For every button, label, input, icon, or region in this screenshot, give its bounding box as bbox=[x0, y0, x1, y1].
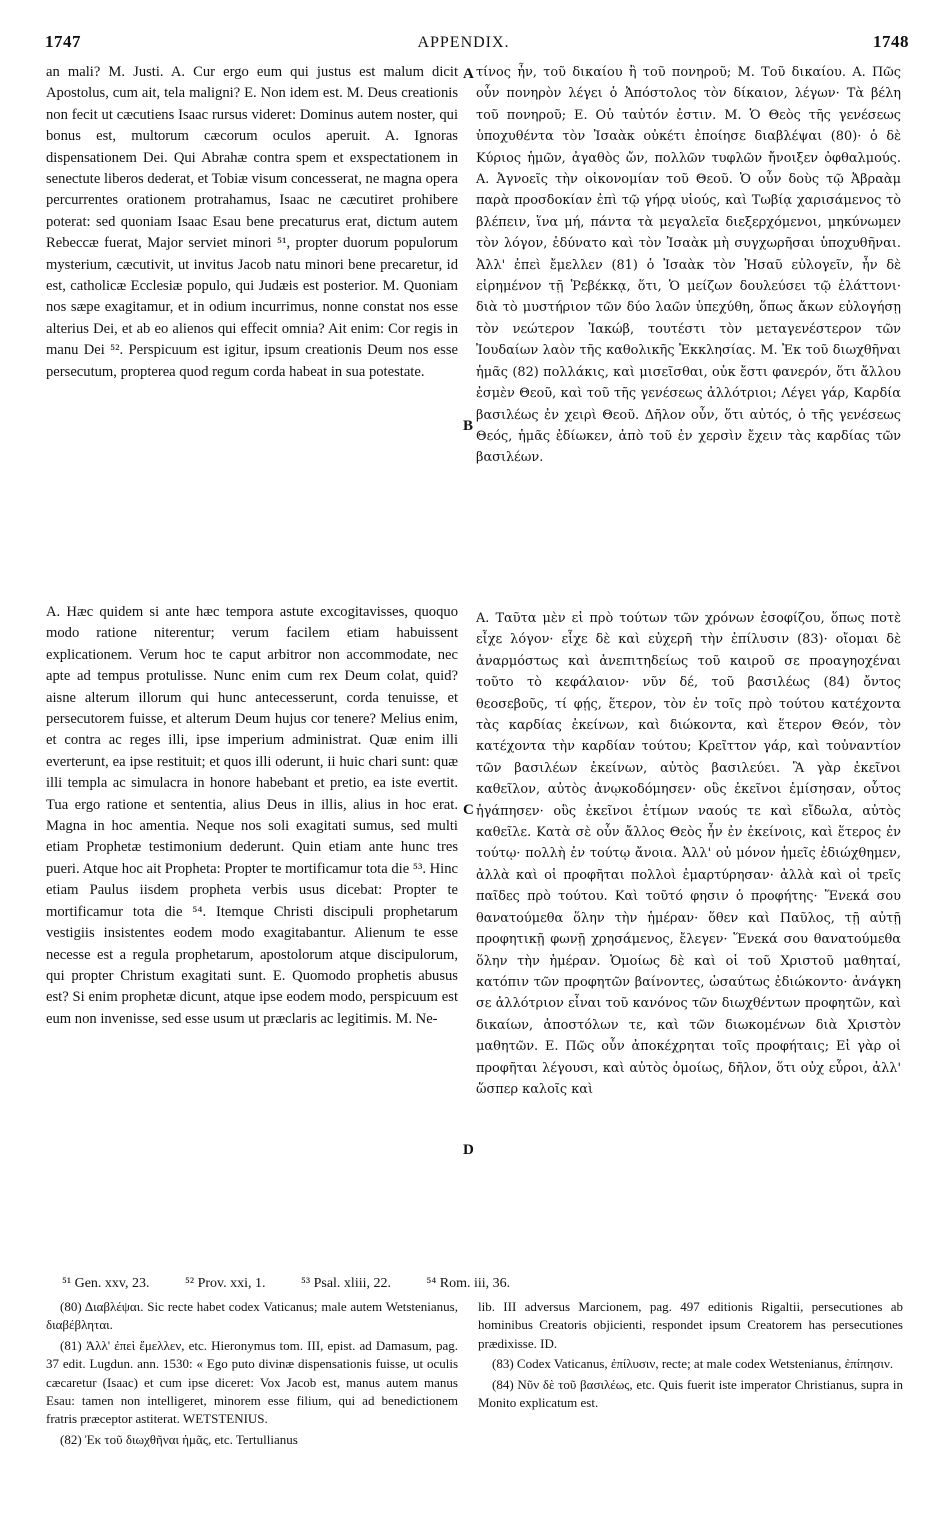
footnotes-left bbox=[46, 1298, 458, 1451]
right-page-number: 1748 bbox=[873, 32, 909, 51]
latin-column-upper bbox=[46, 62, 458, 383]
left-page-number: 1747 bbox=[45, 32, 81, 51]
scripture-ref: ⁵⁴ Rom. iii, 36. bbox=[426, 1276, 511, 1291]
scripture-references bbox=[62, 1276, 902, 1292]
greek-paragraph-1: τίνος ἦν, τοῦ δικαίου ἢ τοῦ πονηροῦ; Μ. Τοῦ δικαίου. Α. Πῶς οὖν πονηρὸν λέγει ὁ Ἀπόστολος τὸν δίκαιον, λέγων· Τὰ βέλη τοῦ πονηροῦ; Ε. Οὐ ταὐτόν ἐστιν. Μ. Ὁ Θεὸς τῆς γενέσεως ὑποχυθέντα τὸν Ἰσαὰκ οὐκέτι ἐποίησε διαβλέψαι (80)· ὁ δὲ Κύριος ἡμῶν, ἀγαθὸς ὤν, πολλῶν τυφλῶν ἤνοιξεν ὀφθαλμούς. Α. Ἀγνοεῖς τὴν οἰκονομίαν τοῦ Θεοῦ. Ὁ οὖν δοὺς τῷ Ἀβραὰμ παρὰ προσδοκίαν ἐπὶ τῷ γήρᾳ υἱούς, καὶ Τωβίᾳ χαρισάμενος τὸ βλέπειν, ἵνα μή, πάντα τὰ μεγαλεῖα διεξερχόμενοι, μηκύνωμεν τὸν λόγον, ἐδύνατο καὶ τὸν Ἰσαὰκ μὴ συγχωρῆσαι ὑποχυθῆναι. Ἀλλ' ἐπεὶ ἔμελλεν (81) ὁ Ἰσαὰκ τὸν Ἠσαῦ εὐλογεῖν, ἦν δὲ εἰρημένον τῇ Ῥεβέκκᾳ, ὅτι, Ὁ μείζων δουλεύσει τῷ ἐλάττονι· διὰ τὸ μυστήριον τῶν δύο λαῶν ὑπεχύθη, ὅπως ἄκων εὐλογήσῃ τὸν νεώτερον Ἰακώβ, τουτέστι τὸν μεταγενέστερον τῶν Ἰουδαίων λαὸν τῆς καθολικῆς Ἐκκλησίας. Μ. Ἐκ τοῦ διωχθῆναι ἡμᾶς (82) πολλάκις, καὶ μισεῖσθαι, οὐκ ἔστι φανερόν, ὅτι ἄλλου ἐσμὲν Θεοῦ, καὶ τοῦ τῆς γενέσεως ἀλλότριοι; Λέγει γάρ, Καρδία βασιλέως ἐν χειρὶ Θεοῦ. Δῆλον οὖν, ὅτι αὐτός, ὁ τῆς γενέσεως Θεός, ἡμᾶς ἐδίωκεν, ἀπὸ τοῦ ἐν χερσὶν ἔχειν τὰς καρδίας τῶν βασιλέων. bbox=[476, 65, 901, 466]
footnote-continued: lib. III adversus Marcionem, pag. 497 editionis Rigaltii, persecutiones ab hominibus Creatoris objicienti, respondet ipsum Creatorem has persecutiones prædixisse. ID. bbox=[478, 1299, 903, 1351]
section-marker-c: C bbox=[463, 802, 474, 818]
scripture-ref: ⁵² Prov. xxi, 1. bbox=[185, 1276, 266, 1291]
scripture-ref: ⁵¹ Gen. xxv, 23. bbox=[62, 1276, 150, 1291]
running-title: APPENDIX. bbox=[417, 34, 510, 51]
footnote: (84) Νῦν δὲ τοῦ βασιλέως, etc. Quis fuerit iste imperator Christianus, supra in Monito explicatum est. bbox=[478, 1376, 903, 1411]
footnotes-right bbox=[478, 1298, 903, 1414]
greek-paragraph-2: Α. Ταῦτα μὲν εἰ πρὸ τούτων τῶν χρόνων ἐσοφίζου, ὅπως ποτὲ εἶχε λόγον· εἶχε δὲ καὶ εὐχερῆ τὴν ἐπίλυσιν (83)· οἴομαι δὲ ἀναρμόστως καὶ ἀνεπιτηδείως τοῦ καιροῦ σε προαγηοχέναι τοῦτο τὸ κεφάλαιον· νῦν δέ, τοῦ βασιλέως (84) ὄντος θεοσεβοῦς, τί φῄς, ἕτερον, τὸν ἐν τοῖς πρὸ τούτου κατέχοντα τὰς καρδίας ἐκείνων, καὶ διώκοντα, καὶ ἕτερον Θεόν, τὸν κατέχοντα τὴν καρδίαν τούτου; Κρεῖττον γάρ, καὶ τοὐναντίον τῶν βασιλέων ἐκείνων, αὐτὸς βασιλεύει. Ἃ γὰρ ἐκεῖνοι καθεῖλον, αὐτὸς ἀνῳκοδόμησεν· οὓς ἐκεῖνοι ἐμίσησαν, οὗτος ἠγάπησεν· οὓς ἐκεῖνοι ἐτίμων ναούς τε καὶ εἴδωλα, αὐτὸς καθεῖλε. Κατὰ σὲ οὖν ἄλλος Θεὸς ἦν ἐν ἐκείνοις, καὶ ἕτερος ἐν τούτῳ· πολλὴ ἐν τούτῳ ἄνοια. Ἀλλ' οὐ μόνον ἡμεῖς ἐδιώχθημεν, ἀλλὰ καὶ οἱ προφῆται πολλοὶ ἐμαρτύρησαν· ἀλλὰ καὶ οἱ τρεῖς παῖδες πρὸ τούτου. Καὶ τοῦτό φησιν ὁ προφήτης· Ἕνεκά σου θανατούμεθα ὅλην τὴν ἡμέραν· ὅθεν καὶ Παῦλος, τῇ αὐτῇ προφητικῇ φωνῇ χρησάμενος, ἔλεγεν· Ἕνεκά σου θανατούμεθα ὅλην τὴν ἡμέραν. Ὁμοίως δὲ καὶ οἱ τοῦ Χριστοῦ μαθηταί, κατόπιν τῶν προφητῶν βαίνοντες, ὡσαύτως ἐδιώκοντο· ἀνάγκη σε ἀλλότριον εἶναι τοῦ κανόνος τῶν διωχθέντων προφητῶν, καὶ δικαίων, ἀποστόλων τε, καὶ τῶν διωκομένων διὰ Χριστὸν μαθητῶν. Ε. Πῶς οὖν ἀποκέχρηται τοῖς προφήταις; Εἰ γὰρ οἱ προφῆται λέγουσι, καὶ αὐτὸς ὁμοίως, δῆλον, ὅτι οὐχ εὗροι, ἀλλ' ὥσπερ καλοῖς καὶ bbox=[476, 611, 901, 1097]
greek-column-lower bbox=[476, 608, 901, 1100]
section-marker-d: D bbox=[463, 1142, 474, 1158]
scripture-ref: ⁵³ Psal. xliii, 22. bbox=[301, 1276, 391, 1291]
greek-column-upper bbox=[476, 62, 901, 469]
section-marker-a: A bbox=[463, 66, 474, 82]
footnote: (80) Διαβλέψαι. Sic recte habet codex Vaticanus; male autem Wetstenianus, διαβέβληται. bbox=[46, 1299, 458, 1333]
footnote: (83) Codex Vaticanus, ἐπίλυσιν, recte; at male codex Wetstenianus, ἐπίπησιν. bbox=[492, 1356, 894, 1372]
latin-column-lower bbox=[46, 602, 458, 1030]
footnote: (81) Ἀλλ' ἐπεὶ ἔμελλεν, etc. Hieronymus tom. III, epist. ad Damasum, pag. 37 edit. Lugdun. ann. 1530: « Ego puto divinæ dispensationis fuisse, ut oculis cæcaretur (Isaac) et cum ipse diceret: Vox Jacob est, manus autem manus Esau: tamen non intelligeret, minorem esse filium, qui ad benedictionem fratris præceptor astiterat. WETSTENIUS. bbox=[46, 1337, 458, 1427]
section-marker-b: B bbox=[463, 418, 474, 434]
latin-paragraph-2: A. Hæc quidem si ante hæc tempora astute excogitavisses, quoquo modo ratione niterentur; verum facilem etiam habuissent explicationem. Verum hoc te caput arbitror non accommodate, nec apte ad tempus protulisse. Nunc enim cum rex Deum colat, quid? aisne alterum illorum qui hunc antecesserunt, corda tenuisse, et persecutorem fuisse, et alterum Deum hujus cor tenere? Melius enim, et contra ac reges illi, ipse imperium administrat. Quæ enim illi everterunt, ea ipse restituit; et quos illi oderunt, ii huic chari sunt: quæ illi templa ac simulacra in honore habebant et pretio, ea iste evertit. Tua ergo ratione et sententia, alius Deus in illis, alius in hoc erat. Magna in hoc amentia. Neque nos soli exagitati sumus, sed multi etiam Prophetæ testimonium dederunt. Quin etiam ante hunc tres pueri. Atque hoc ait Propheta: Propter te mortificamur tota die ⁵³. Hinc etiam Paulus iisdem propheta verbis usus dicebat: Propter te mortificamur tota die ⁵⁴. Itemque Christi discipuli prophetarum vestigiis insistentes eodem modo exagitabantur. Alienum te esse necesse est a regula prophetarum, apostolorum atque discipulorum, qui propter Christum exagitati sunt. E. Quomodo prophetis abusus est? Si enim prophetæ dicunt, atque ipse eodem modo, perspicuum est eum non invenisse, sed esse usum ut præclaris ac legitimis. M. Ne- bbox=[46, 604, 458, 1027]
latin-paragraph-1: an mali? M. Justi. A. Cur ergo eum qui justus est malum dicit Apostolus, cum ait, tela maligni? E. Non idem est. M. Deus creationis non fecit ut cæcutiens Isaac rursus videret: Dominus autem noster, qui bonus est, multorum cæcorum oculos aperuit. A. Ignoras dispensationem Dei. Qui Abrahæ contra spem et exspectationem in senectute liberos dederat, et Tobiæ visum concesserat, ne magna opera percurrentes orationem protrahamus, Isaac ne cæcutiret prohibere poterat: sed quoniam Isaac Esau bene precaturus erat, dictum autem Rebeccæ fuerat, Major serviet minori ⁵¹, propter duorum populorum mysterium, cæcutivit, ut invitus Jacob natu minori bene precaretur, id est, catholicæ Ecclesiæ populo, qui Judæis est posterior. M. Quoniam nos sæpe exagitamur, et in odium incurrimus, nonne constat nos esse alterius Dei, et ab eo alienos qui effecit omnia? Ait enim: Cor regis in manu Dei ⁵². Perspicuum est igitur, ipsum creationis Deum nos esse persecutum, propterea quod regum corda habeat in sua potestate. bbox=[46, 64, 458, 380]
footnote: (82) Ἐκ τοῦ διωχθῆναι ἡμᾶς, etc. Tertullianus bbox=[60, 1431, 298, 1447]
